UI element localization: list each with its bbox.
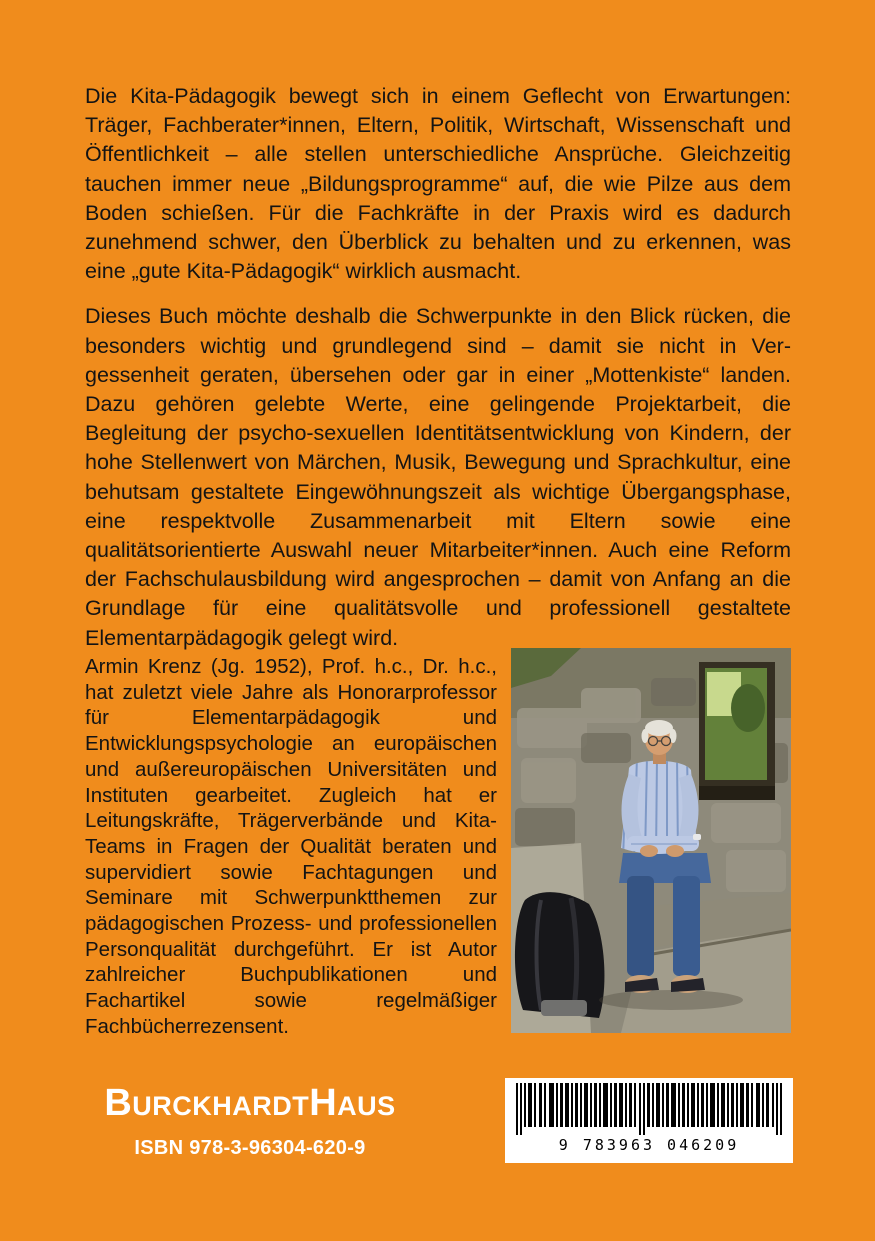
window-opening (699, 662, 775, 800)
blurb-section (85, 82, 791, 669)
blurb-paragraph-2: Dieses Buch möchte deshalb die Schwerpunkte in den Blick rücken, die besonders wichtig und grundlegend sind – damit sie nicht in Vergessenheit geraten, übersehen oder gar in einer „Mottenkiste“ landen. Dazu gehören gelebte Werte, eine gelingende Projektarbeit, die Begleitung der psycho-sexuellen Identitätsentwicklung von Kindern, der hohe Stellenwert von Märchen, Musik, Bewegung und Sprachkultur, eine behutsam gestaltete Eingewöhnungszeit als wichtige Übergangsphase, eine respektvolle Zusammenarbeit mit Eltern sowie eine qualitätsorientierte Auswahl neuer Mitarbeiter*innen. Auch eine Reform der Fachschulausbildung wird angesprochen – damit von Anfang an die Grundlage für eine qualitätsvolle und professionell gestaltete Elementarpädagogik gelegt wird. (85, 304, 791, 650)
blurb-paragraph-1: Die Kita-Pädagogik bewegt sich in einem Geflecht von Erwartungen: Träger, Fachberater*innen, Eltern, Politik, Wirtschaft, Wissenschaft und Öffentlichkeit – alle stellen unterschiedliche Ansprüche. Gleichzeitig tauchen immer neue „Bildungsprogramme“ auf, die wie Pilze aus dem Boden schießen. Für die Fachkräfte in der Praxis wird es dadurch zunehmend schwer, den Überblick zu behalten und zu erkennen, was eine „gute Kita-Pädagogik“ wirklich ausmacht. (85, 84, 791, 284)
barcode-digits: 9 783963 046209 (558, 1136, 740, 1154)
isbn-text: ISBN 978-3-96304-620-9 (134, 1137, 366, 1159)
backpack (515, 892, 605, 1018)
publisher-block (80, 1084, 420, 1160)
author-bio: Armin Krenz (Jg. 1952), Prof. h.c., Dr. h.c., hat zuletzt viele Jahre als Honorarprofessor für Elementarpädagogik und Entwicklungspsychologie an europäischen und außereuropäischen Universitäten und Instituten gearbeitet. Zugleich hat er Leitungskräfte, Trägerverbände und Kita-Teams in Fragen der Qualität beraten und supervidiert sowie Fachtagungen und Seminare mit Schwerpunktthemen zur pädagogischen Prozess- und professionellen Personqualität durchgeführt. Er ist Autor zahlreicher Buchpublikationen und Fachartikel sowie regelmäßiger Fachbücherrezensent. (85, 655, 497, 1038)
author-section (85, 648, 791, 1040)
publisher-logo: BurckhardtHaus (104, 1082, 396, 1124)
barcode (505, 1078, 793, 1163)
author-photo-illustration (511, 648, 791, 1033)
author-photo (511, 648, 791, 1033)
barcode-bars (514, 1083, 784, 1135)
